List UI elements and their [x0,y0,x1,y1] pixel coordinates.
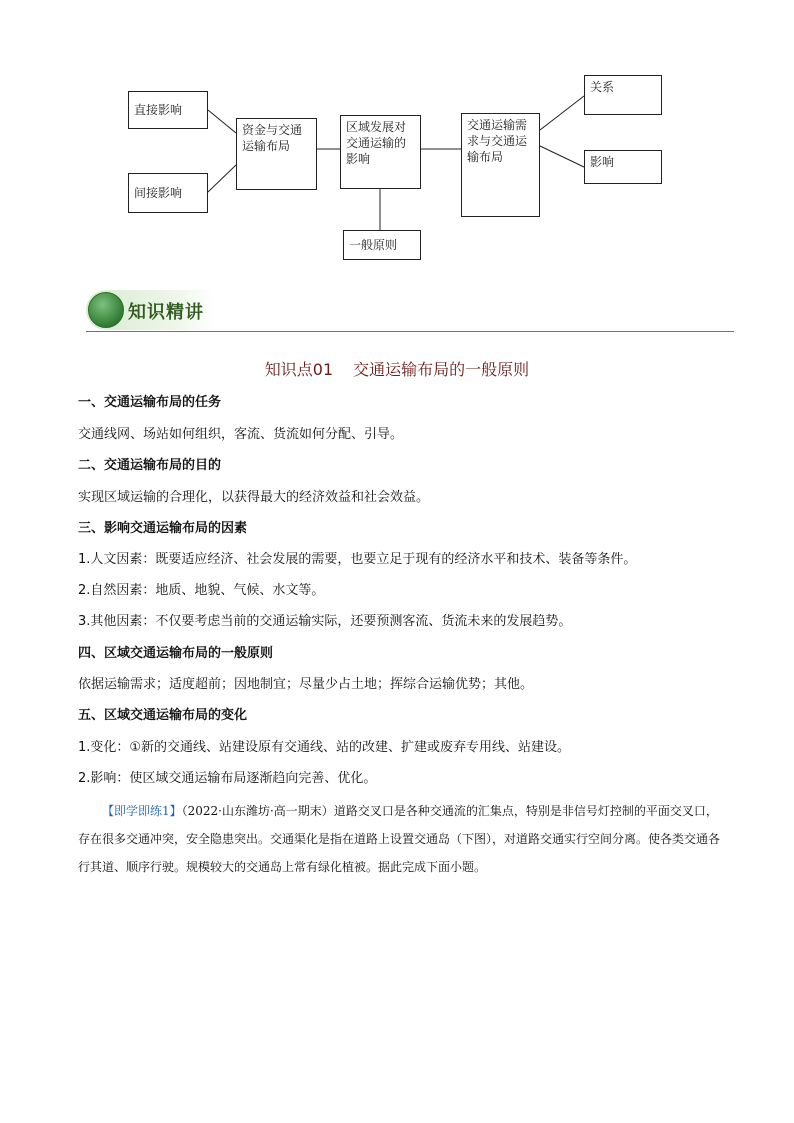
heading-task: 一、交通运输布局的任务 [78,395,222,410]
text-factor-natural: 2.自然因素：地质、地貌、气候、水文等。 [78,583,325,598]
section-banner [86,290,734,332]
box-relation: 关系 [584,75,662,115]
exercise-paragraph [78,797,728,881]
box-general-principle: 一般原则 [343,230,421,260]
text-factor-human: 1.人文因素：既要适应经济、社会发展的需要，也要立足于现有的经济水平和技术、装备等条件。 [78,552,637,567]
heading-purpose: 二、交通运输布局的目的 [78,458,222,473]
exercise-text: 道路交叉口是各种交通流的汇集点，特别是非信号灯控制的平面交叉口，存在很多交通冲突，安全隐患突出。交通渠化是指在道路上设置交通岛（下图），对道路交通实行空间分离。使各类交通各行其道、顺序行驶。规模较大的交通岛上常有绿化植被。据此完成下面小题。 [78,804,721,874]
box-demand-layout: 交通运输需求与交通运输布局 [461,113,540,217]
globe-icon [88,292,124,328]
box-direct-influence: 直接影响 [128,91,208,129]
text-task: 交通线网、场站如何组织，客流、货流如何分配、引导。 [78,427,404,442]
heading-changes: 五、区域交通运输布局的变化 [78,708,248,723]
text-factor-other: 3.其他因素：不仅要考虑当前的交通运输实际，还要预测客流、货流未来的发展趋势。 [78,614,572,629]
box-regional-development: 区域发展对交通运输的影响 [340,115,421,189]
section-title-number: 知识点01 [264,360,334,379]
concept-diagram [0,0,794,270]
section-title [0,357,794,380]
exercise-tag: 【即学即练1】 [102,804,182,818]
box-indirect-influence: 间接影响 [128,173,208,213]
text-purpose: 实现区域运输的合理化，以获得最大的经济效益和社会效益。 [78,490,430,505]
text-principles: 依据运输需求；适度超前；因地制宜；尽量少占土地；挥综合运输优势；其他。 [78,677,534,692]
heading-principles: 四、区域交通运输布局的一般原则 [78,646,274,661]
box-capital-layout: 资金与交通运输布局 [236,118,317,190]
banner-title: 知识精讲 [128,302,204,323]
text-impact: 2.影响：使区域交通运输布局逐渐趋向完善、优化。 [78,771,377,786]
exercise-source: （2022·山东潍坊·高一期末） [181,804,334,818]
heading-factors: 三、影响交通运输布局的因素 [78,521,248,536]
section-title-text: 交通运输布局的一般原则 [353,360,530,379]
text-change: 1.变化：①新的交通线、站建设原有交通线、站的改建、扩建或废弃专用线、站建设。 [78,740,571,755]
box-influence: 影响 [584,150,662,184]
banner-divider [86,331,734,332]
